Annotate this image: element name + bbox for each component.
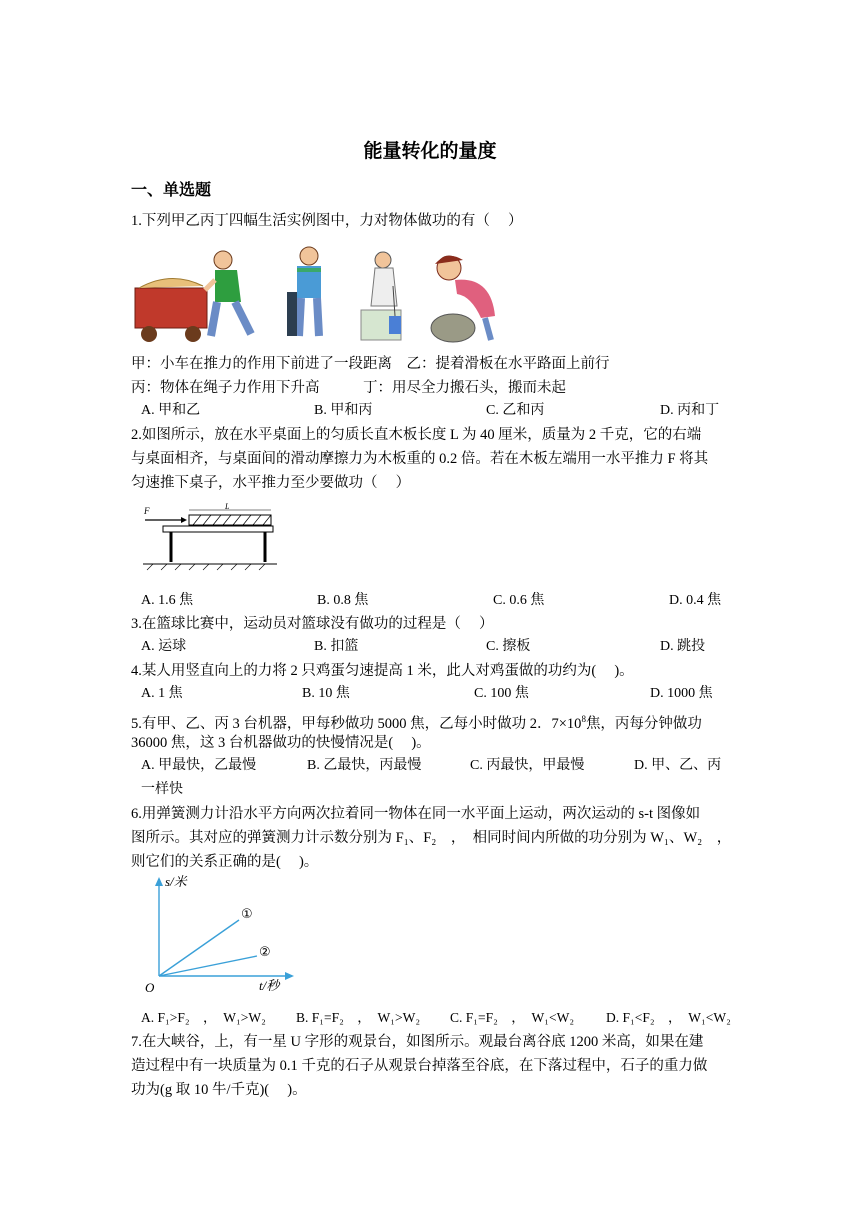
question-4-stem: 4.某人用竖直向上的力将 2 只鸡蛋匀速提高 1 米，此人对鸡蛋做的功约为( )。 xyxy=(131,663,634,679)
question-1-caption-1: 甲：小车在推力的作用下前进了一段距离 乙：提着滑板在水平路面上前行 xyxy=(131,356,610,372)
question-6-option-d[interactable]: D. F₁<F₂ ， W₁<W₂ xyxy=(606,1010,731,1025)
question-7-stem-line-1: 7.在大峡谷，上，有一星 U 字形的观景台，如图所示。观最台离谷底 1200 米高，如果在建 xyxy=(131,1034,704,1050)
question-3-stem: 3.在篮球比赛中，运动员对篮球没有做功的过程是（ ） xyxy=(131,616,494,632)
graph-line-2-label: ② xyxy=(259,945,271,960)
question-1-option-c[interactable]: C. 乙和丙 xyxy=(486,403,545,418)
question-2-option-c[interactable]: C. 0.6 焦 xyxy=(493,593,545,608)
question-3-option-d[interactable]: D. 跳投 xyxy=(660,639,706,654)
question-5-option-b[interactable]: B. 乙最快，丙最慢 xyxy=(307,758,422,773)
question-3-option-c[interactable]: C. 擦板 xyxy=(486,639,531,654)
question-6-stem-line-2: 图所示。其对应的弹簧测力计示数分别为 F₁、F₂ ， 相同时间内所做的功分别为 W₁、W₂ ， xyxy=(131,830,732,846)
question-5-stem-line-2: 36000 焦，这 3 台机器做功的快慢情况是( )。 xyxy=(131,735,431,751)
man-lifting-illustration xyxy=(361,252,401,340)
question-6-option-b[interactable]: B. F₁=F₂ ， W₁>W₂ xyxy=(296,1010,421,1025)
question-2-stem-line-2: 与桌面相齐，与桌面间的滑动摩擦力为木板重的 0.2 倍。若在木板左端用一水平推力 F 将其 xyxy=(131,451,709,467)
question-4-option-a[interactable]: A. 1 焦 xyxy=(141,686,183,701)
question-1-caption-2: 丙：物体在绳子力作用下升高 丁：用尽全力搬石头，搬而未起 xyxy=(131,380,566,396)
cart-illustration xyxy=(135,251,251,342)
question-3-option-b[interactable]: B. 扣篮 xyxy=(314,639,359,654)
question-7-stem-line-2: 造过程中有一块质量为 0.1 千克的石子从观景台掉落至谷底，在下落过程中，石子的重力做 xyxy=(131,1058,708,1074)
question-6-stem-line-3: 则它们的关系正确的是( )。 xyxy=(131,854,319,870)
graph-y-label: s/米 xyxy=(165,874,187,889)
question-2-option-d[interactable]: D. 0.4 焦 xyxy=(669,593,722,608)
section-heading: 一、单选题 xyxy=(131,180,212,199)
question-4-option-d[interactable]: D. 1000 焦 xyxy=(650,686,713,701)
force-label: F xyxy=(144,506,150,516)
question-1-option-a[interactable]: A. 甲和乙 xyxy=(141,403,201,418)
question-2-option-a[interactable]: A. 1.6 焦 xyxy=(141,593,194,608)
woman-stone-illustration xyxy=(431,256,495,342)
question-5-option-c[interactable]: C. 丙最快，甲最慢 xyxy=(470,758,585,773)
question-1-figure xyxy=(131,246,521,346)
question-2-stem-line-1: 2.如图所示，放在水平桌面上的匀质长直木板长度 L 为 40 厘米，质量为 2 千克，它的右端 xyxy=(131,427,702,443)
question-2-table-figure xyxy=(141,500,281,572)
question-3-option-a[interactable]: A. 运球 xyxy=(141,639,187,654)
graph-origin-label: O xyxy=(145,980,155,995)
question-4-option-c[interactable]: C. 100 焦 xyxy=(474,686,529,701)
question-5-option-a[interactable]: A. 甲最快，乙最慢 xyxy=(141,758,257,773)
length-label: L xyxy=(225,502,230,511)
question-2-stem-line-3: 匀速推下桌子，水平推力至少要做功（ ） xyxy=(131,475,411,491)
page-title: 能量转化的量度 xyxy=(363,140,497,162)
question-2-option-b[interactable]: B. 0.8 焦 xyxy=(317,593,369,608)
question-5-option-d[interactable]: D. 甲、乙、丙 xyxy=(634,758,722,773)
question-5-option-d-continued: 一样快 xyxy=(141,782,183,797)
boy-with-board-illustration xyxy=(287,247,321,336)
question-1-option-d[interactable]: D. 丙和丁 xyxy=(660,403,720,418)
question-6-option-c[interactable]: C. F₁=F₂ ， W₁<W₂ xyxy=(450,1010,575,1025)
question-5-stem-line-1: 5.有甲、乙、丙 3 台机器，甲每秒做功 5000 焦，乙每小时做功 2．$7\times 10^8$焦，丙每分钟做功 xyxy=(131,714,702,732)
graph-line-1-label: ① xyxy=(241,907,253,922)
question-6-option-a[interactable]: A. F₁>F₂ ， W₁>W₂ xyxy=(141,1010,266,1025)
question-4-option-b[interactable]: B. 10 焦 xyxy=(302,686,350,701)
graph-x-label: t/秒 xyxy=(259,978,280,993)
question-6-st-graph xyxy=(141,872,301,1002)
question-1-stem: 1.下列甲乙丙丁四幅生活实例图中，力对物体做功的有（ ） xyxy=(131,213,523,229)
question-1-option-b[interactable]: B. 甲和丙 xyxy=(314,403,373,418)
question-7-stem-line-3: 功为(g 取 10 牛/千克)( )。 xyxy=(131,1082,307,1098)
question-6-stem-line-1: 6.用弹簧测力计沿水平方向两次拉着同一物体在同一水平面上运动，两次运动的 s-t 图像如 xyxy=(131,806,701,822)
